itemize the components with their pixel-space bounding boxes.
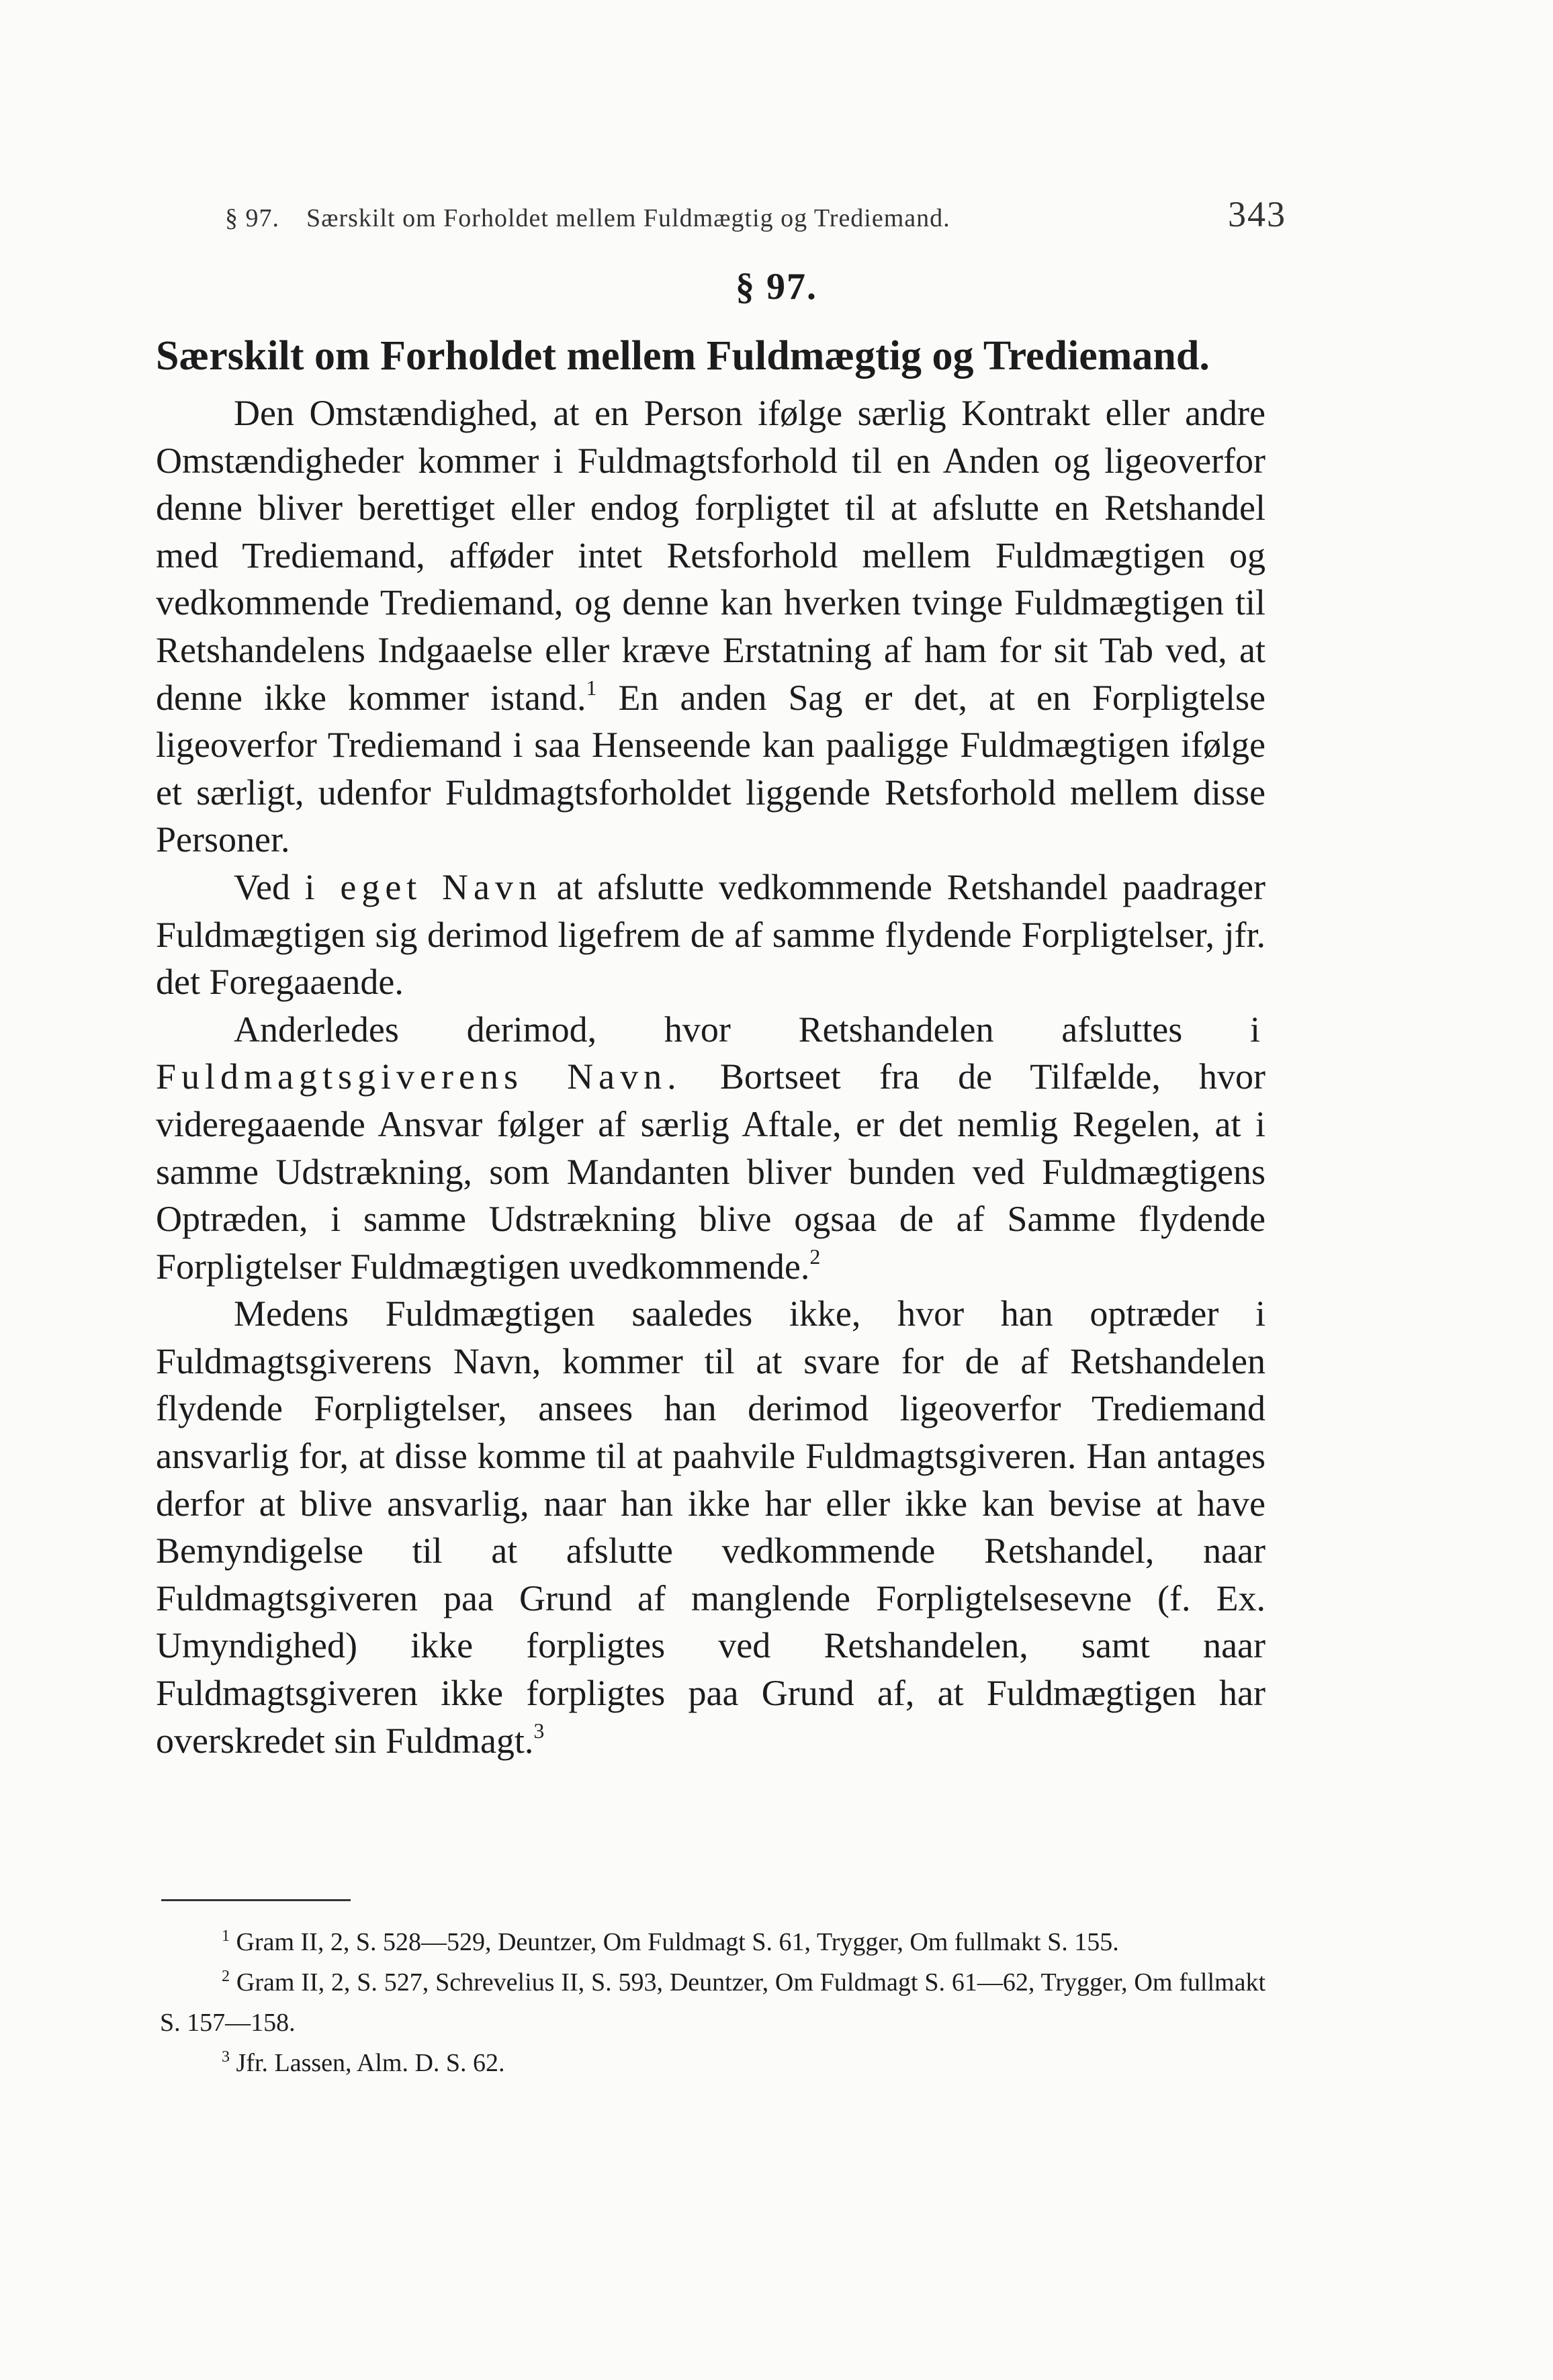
paragraph-text: Ved <box>234 866 305 907</box>
footnote-mark: 2 <box>222 1968 230 1985</box>
running-head-title: Særskilt om Forholdet mellem Fuldmægtig og Trediemand. <box>306 204 950 232</box>
running-head <box>225 193 1286 235</box>
paragraph-2 <box>156 864 1266 1006</box>
body-text <box>156 390 1266 1764</box>
page-number: 343 <box>1228 194 1286 234</box>
footnote-text: Gram II, 2, S. 528—529, Deuntzer, Om Fuldmagt S. 61, Trygger, Om fullmakt S. 155. <box>236 1928 1119 1956</box>
spaced-emphasis: i Fuldmagtsgiverens Navn. <box>156 1009 1266 1097</box>
footnote-divider <box>161 1899 351 1901</box>
paragraph-3 <box>156 1006 1266 1291</box>
footnote-mark: 3 <box>222 2048 230 2066</box>
footnote-2 <box>160 1962 1266 2043</box>
paragraph-text: Medens Fuldmægtigen saaledes ikke, hvor han optræder i Fuldmagtsgiverens Navn, kommer til at svare for de af Retshandelen flydende Forpligtelser, ansees han derimod ligeoverfor Trediemand ansvarlig for, at disse komme til at paahvile Fuldmagtsgiveren. Han antages derfor at blive ansvarlig, naar han ikke har eller ikke kan bevise at have Bemyndigelse til at afslutte vedkommende Retshandel, naar Fuldmagtsgiveren paa Grund af manglende Forpligtelsesevne (f. Ex. Umyndighed) ikke forpligtes ved Retshandelen, samt naar Fuldmagtsgiveren ikke forpligtes paa Grund af, at Fuldmægtigen har overskredet sin Fuldmagt. <box>156 1293 1266 1761</box>
paragraph-4 <box>156 1290 1266 1764</box>
paragraph-1 <box>156 390 1266 864</box>
section-number: § 97. <box>736 266 817 308</box>
running-head-section: § 97. <box>225 204 279 232</box>
footnotes <box>160 1922 1266 2083</box>
footnote-ref-1: 1 <box>586 675 597 700</box>
paragraph-text: Anderledes derimod, hvor Retshandelen afsluttes <box>234 1009 1250 1050</box>
paragraph-text: Den Omstændighed, at en Person ifølge særlig Kontrakt eller andre Omstændigheder kommer i Fuldmagtsforhold til en Anden og ligeoverfor denne bliver berettiget eller endog forpligtet til at afslutte en Retshandel med Trediemand, afføder intet Retsforhold mellem Fuldmægtigen og vedkommende Trediemand, og denne kan hverken tvinge Fuldmægtigen til Retshandelens Indgaaelse eller kræve Erstatning af ham for sit Tab ved, at denne ikke kommer istand. <box>156 393 1266 718</box>
footnote-text: Jfr. Lassen, Alm. D. S. 62. <box>236 2049 505 2077</box>
paragraph-text: Bortseet fra de Tilfælde, hvor videregaaende Ansvar følger af særlig Aftale, er det nemlig Regelen, at i samme Udstrækning, som Mandanten bliver bunden ved Fuldmægtigens Optræden, i samme Udstrækning blive ogsaa de af Samme flydende Forpligtelser Fuldmægtigen uvedkommende. <box>156 1056 1266 1287</box>
footnote-1 <box>160 1922 1266 1962</box>
footnote-3 <box>160 2043 1266 2083</box>
footnote-ref-3: 3 <box>533 1718 545 1743</box>
paragraph-text: at afslutte vedkommende Retshandel paadrager Fuldmægtigen sig derimod ligefrem de af samme flydende Forpligtelser, jfr. det Foregaaende. <box>156 866 1266 1003</box>
paragraph-text: En anden Sag er det, at en Forpligtelse ligeoverfor Trediemand i saa Henseende kan paaligge Fuldmægtigen ifølge et særligt, udenfor Fuldmagtsforholdet liggende Retsforhold mellem disse Personer. <box>156 677 1266 860</box>
footnote-mark: 1 <box>222 1927 230 1945</box>
footnote-text: Gram II, 2, S. 527, Schrevelius II, S. 593, Deuntzer, Om Fuldmagt S. 61—62, Trygger, Om fullmakt S. 157—158. <box>160 1968 1266 2037</box>
section-title: Særskilt om Forholdet mellem Fuldmægtig og Trediemand. <box>156 333 1210 379</box>
footnote-ref-2: 2 <box>809 1244 821 1269</box>
spaced-emphasis: i eget Navn <box>304 866 542 907</box>
